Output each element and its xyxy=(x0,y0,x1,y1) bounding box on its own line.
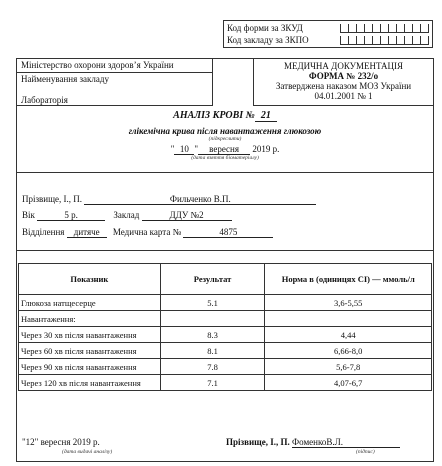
table-row: Через 60 хв після навантаження 8.1 6,66-8,0 xyxy=(19,343,432,359)
code-zkpo-cells xyxy=(340,36,429,45)
issue-date-caption: (дата видачі аналізу) xyxy=(62,449,113,455)
table-row: Через 30 хв після навантаження 8.3 4,44 xyxy=(19,327,432,343)
form-number: ФОРМА № 232/о xyxy=(308,71,379,81)
left-header-box xyxy=(16,58,213,106)
right-header-box xyxy=(253,58,434,106)
analysis-title: АНАЛІЗ КРОВІ № 21 xyxy=(16,110,434,122)
ministry-name: Міністерство охорони здоров’я України xyxy=(17,59,212,73)
signature-name: ФоменкоВ.Л. xyxy=(292,437,400,448)
patient-institution: ДДУ №2 xyxy=(142,210,232,221)
med-doc-title: МЕДИЧНА ДОКУМЕНТАЦІЯ xyxy=(283,61,404,71)
sample-month: вересня xyxy=(198,144,250,155)
header-indicator: Показник xyxy=(19,264,161,295)
results-table-wrap xyxy=(18,263,432,391)
header-norm: Норма в (одиницях СІ) — ммоль/л xyxy=(265,264,432,295)
analysis-subtitle: глікемічна крива після навантаження глюкозою xyxy=(128,126,322,136)
patient-ward: дитяче xyxy=(67,227,107,238)
underline-hint: (підкреслити) xyxy=(208,136,242,142)
title-block xyxy=(16,110,434,161)
patient-age: 5 р. xyxy=(37,210,105,221)
code-zkud-label: Код форми за ЗКУД xyxy=(227,23,303,33)
institution-label: Найменування закладу xyxy=(21,74,109,84)
code-zkud-cells xyxy=(340,24,429,33)
sample-date-caption: (дата взяття біоматеріалу) xyxy=(191,155,259,161)
table-row: Глюкоза натщесерце 5.1 3,6-5,55 xyxy=(19,295,432,311)
code-zkpo-label: Код закладу за ЗКПО xyxy=(227,35,309,45)
patient-age-row: Вік 5 р. Заклад ДДУ №2 xyxy=(22,210,422,221)
table-row: Через 120 хв після навантаження 7.1 4,07-6,7 xyxy=(19,375,432,391)
sample-day: 10 xyxy=(174,144,194,155)
department-name: Лабораторія xyxy=(21,95,68,105)
header-result: Результат xyxy=(160,264,265,295)
signature-row: Прізвище, І., П. ФоменкоВ.Л. xyxy=(226,437,426,448)
analysis-number: 21 xyxy=(255,110,277,122)
medical-card-number: 4875 xyxy=(183,227,273,238)
divider-top xyxy=(16,172,434,173)
results-table xyxy=(18,263,432,391)
patient-name-row: Прізвище, І., П. Фильченко В.П. xyxy=(22,194,422,205)
sample-date: " 10 " вересня 2019 р. xyxy=(170,144,280,154)
form-code-box xyxy=(223,20,433,48)
patient-ward-row: Відділення дитяче Медична карта № 4875 xyxy=(22,227,422,238)
divider-middle xyxy=(16,250,434,251)
table-row: Навантаження: xyxy=(19,311,432,327)
approval-date: 04.01.2001 № 1 xyxy=(314,91,373,101)
signature-caption: (підпис) xyxy=(356,449,375,455)
patient-name: Фильченко В.П. xyxy=(84,194,316,205)
table-header-row xyxy=(19,264,432,295)
table-row: Через 90 хв після навантаження 7.8 5,6-7,8 xyxy=(19,359,432,375)
approval-text: Затверджена наказом МОЗ України xyxy=(275,81,412,91)
issue-date: "12" вересня 2019 р. xyxy=(22,437,100,447)
